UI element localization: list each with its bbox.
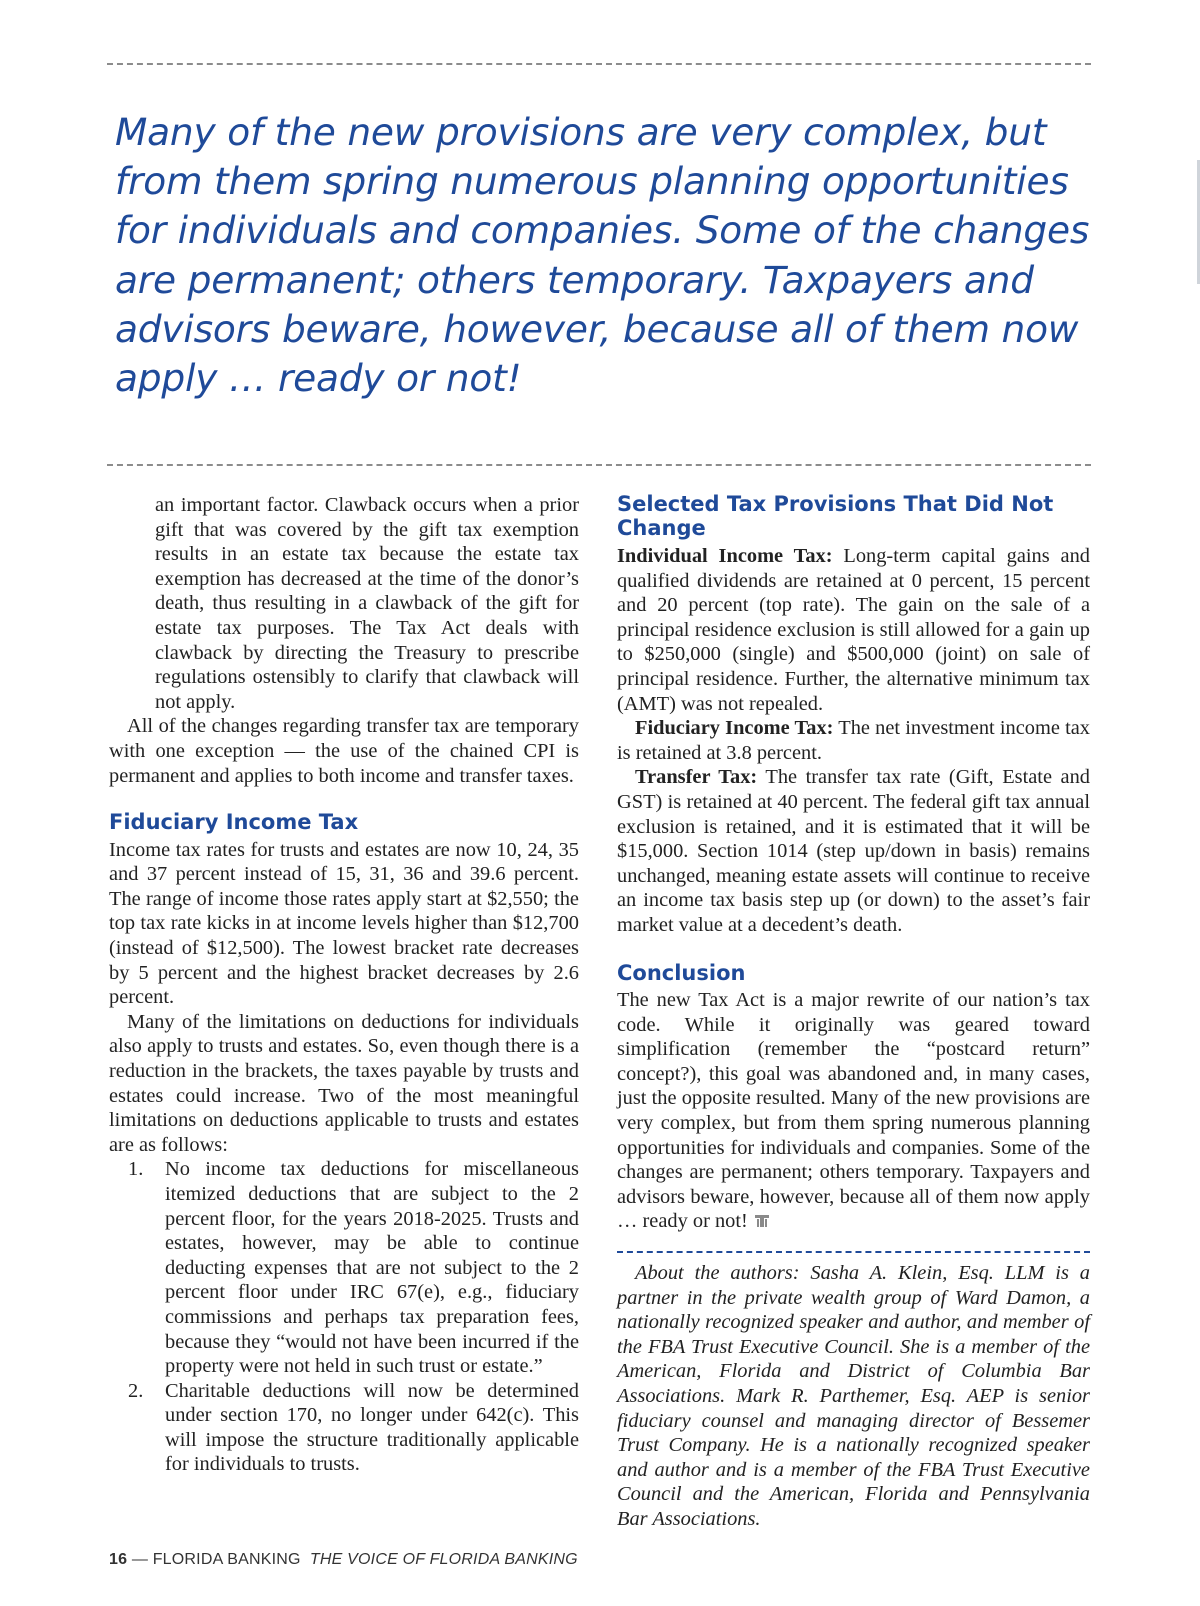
- deduction-limitations-list: [109, 1157, 579, 1477]
- list-item-text: Charitable deductions will now be determined under section 170, no longer under 642(c). This will impose the structure traditionally applicable for individuals to trusts.: [165, 1379, 579, 1476]
- transfer-paragraph: All of the changes regarding transfer tax are temporary with one exception — the use of the chained CPI is permanent and applies to both income and transfer taxes.: [109, 715, 579, 787]
- fiduciary-income-tax-term: Fiduciary Income Tax:: [635, 717, 834, 740]
- pull-quote: Many of the new provisions are very complex, but from them spring numerous planning opportunities for individuals and companies. Some of the changes are permanent; others temporary. Taxpayers and advisors beware, however, because all of them now apply … ready or not!: [115, 110, 1090, 401]
- author-bio: About the authors: Sasha A. Klein, Esq. LLM is a partner in the private wealth group of Ward Damon, a nationally recognized speaker and author, and member of the FBA Trust Executive Council. She is a member of the American, Florida and District of Columbia Bar Associations. Mark R. Parthemer, Esq. AEP is senior fiduciary counsel and managing director of Bessemer Trust Company. He is a nationally recognized speaker and author and is a member of the FBA Trust Executive Council and the American, Florida and Pennsylvania Bar Associations.: [617, 1261, 1090, 1530]
- fiduciary-income-tax-text: The net investment income tax is retained at 3.8 percent.: [617, 717, 1090, 764]
- conclusion-text: The new Tax Act is a major rewrite of our nation’s tax code. While it originally was geared toward simplification (remember the “postcard return” concept?), this goal was abandoned and, in many cases, just the opposite resulted. Many of the new provisions are very complex, but from them spring numerous planning opportunities for individuals and companies. Some of the changes are permanent; others temporary. Taxpayers and advisors beware, however, because all of them now apply … ready or not!: [617, 989, 1090, 1233]
- transfer-tax-text: The transfer tax rate (Gift, Estate and GST) is retained at 40 percent. The federal gift tax annual exclusion is retained, and it is estimated that it will be $15,000. Section 1014 (step up/down in basis) remains unchanged, meaning estate assets will continue to receive an income tax basis step up (or down) to the asset’s fair market value at a decedent’s death.: [617, 766, 1090, 936]
- transfer-tax-paragraph: [617, 765, 1090, 937]
- page-footer: [109, 1551, 578, 1569]
- mid-dashed-rule: [107, 464, 1091, 466]
- page-number: 16: [109, 1551, 128, 1568]
- fiduciary-income-tax-paragraph: [617, 716, 1090, 765]
- list-item-number: 1.: [128, 1158, 144, 1181]
- footer-separator: —: [127, 1551, 153, 1568]
- end-of-article-icon: [754, 1214, 770, 1228]
- unchanged-provisions-heading: Selected Tax Provisions That Did Not Change: [617, 492, 1054, 540]
- continued-paragraph: an important factor. Clawback occurs when a prior gift that was covered by the gift tax exemption results in an estate tax because the estate tax exemption has decreased at the time of the donor’s death, thus resulting in a clawback of the gift for estate tax purposes. The Tax Act deals with clawback by directing the Treasury to prescribe regulations ostensibly to clarify that clawback will not apply.: [155, 494, 579, 713]
- publication-name: FLORIDA BANKING: [152, 1551, 301, 1568]
- top-dashed-rule: [107, 63, 1091, 65]
- individual-income-tax-term: Individual Income Tax:: [617, 545, 833, 567]
- list-item: [109, 1379, 579, 1477]
- conclusion-paragraph: [617, 988, 1090, 1234]
- list-item-text: No income tax deductions for miscellaneous itemized deductions that are subject to the 2 percent floor, for the years 2018-2025. Trusts and estates, however, may be able to continue deducting expenses that are not subject to the 2 percent floor under IRC 67(e), e.g., fiduciary commissions and perhaps tax preparation fees, because they “would not have been incurred if the property were not held in such trust or estate.”: [165, 1158, 579, 1378]
- publication-tagline: THE VOICE OF FLORIDA BANKING: [309, 1551, 578, 1568]
- right-column: [617, 493, 1090, 1531]
- individual-income-tax-text: Long-term capital gains and qualified dividends are retained at 0 percent, 15 percent and 20 percent (top rate). The gain on the sale of a principal residence exclusion is still allowed for a gain up to $250,000 (single) and $500,000 (joint) on sale of principal residence. Further, the alternative minimum tax (AMT) was not repealed.: [617, 545, 1090, 715]
- list-item-number: 2.: [128, 1379, 144, 1402]
- transfer-tax-term: Transfer Tax:: [635, 766, 758, 789]
- individual-income-tax-paragraph: [617, 544, 1090, 716]
- fiduciary-heading: Fiduciary Income Tax: [109, 810, 359, 835]
- fiduciary-paragraph-1: Income tax rates for trusts and estates are now 10, 24, 35 and 37 percent instead of 15, 31, 36 and 39.6 percent. The range of income those rates apply start at $2,550; the top tax rate kicks in at income levels higher than $12,700 (instead of $12,500). The lowest bracket rate decreases by 5 percent and the highest bracket decreases by 2.6 percent.: [109, 838, 579, 1009]
- conclusion-heading: Conclusion: [617, 960, 746, 985]
- fiduciary-paragraph-2: Many of the limitations on deductions for individuals also apply to trusts and estates. So, even though there is a reduction in the brackets, the taxes payable by trusts and estates could increase. Two of the most meaningful limitations on deductions applicable to trusts and estates are as follows:: [109, 1010, 579, 1156]
- left-column: [109, 493, 579, 1477]
- list-item: [109, 1157, 579, 1378]
- author-dashed-rule: [617, 1251, 1090, 1253]
